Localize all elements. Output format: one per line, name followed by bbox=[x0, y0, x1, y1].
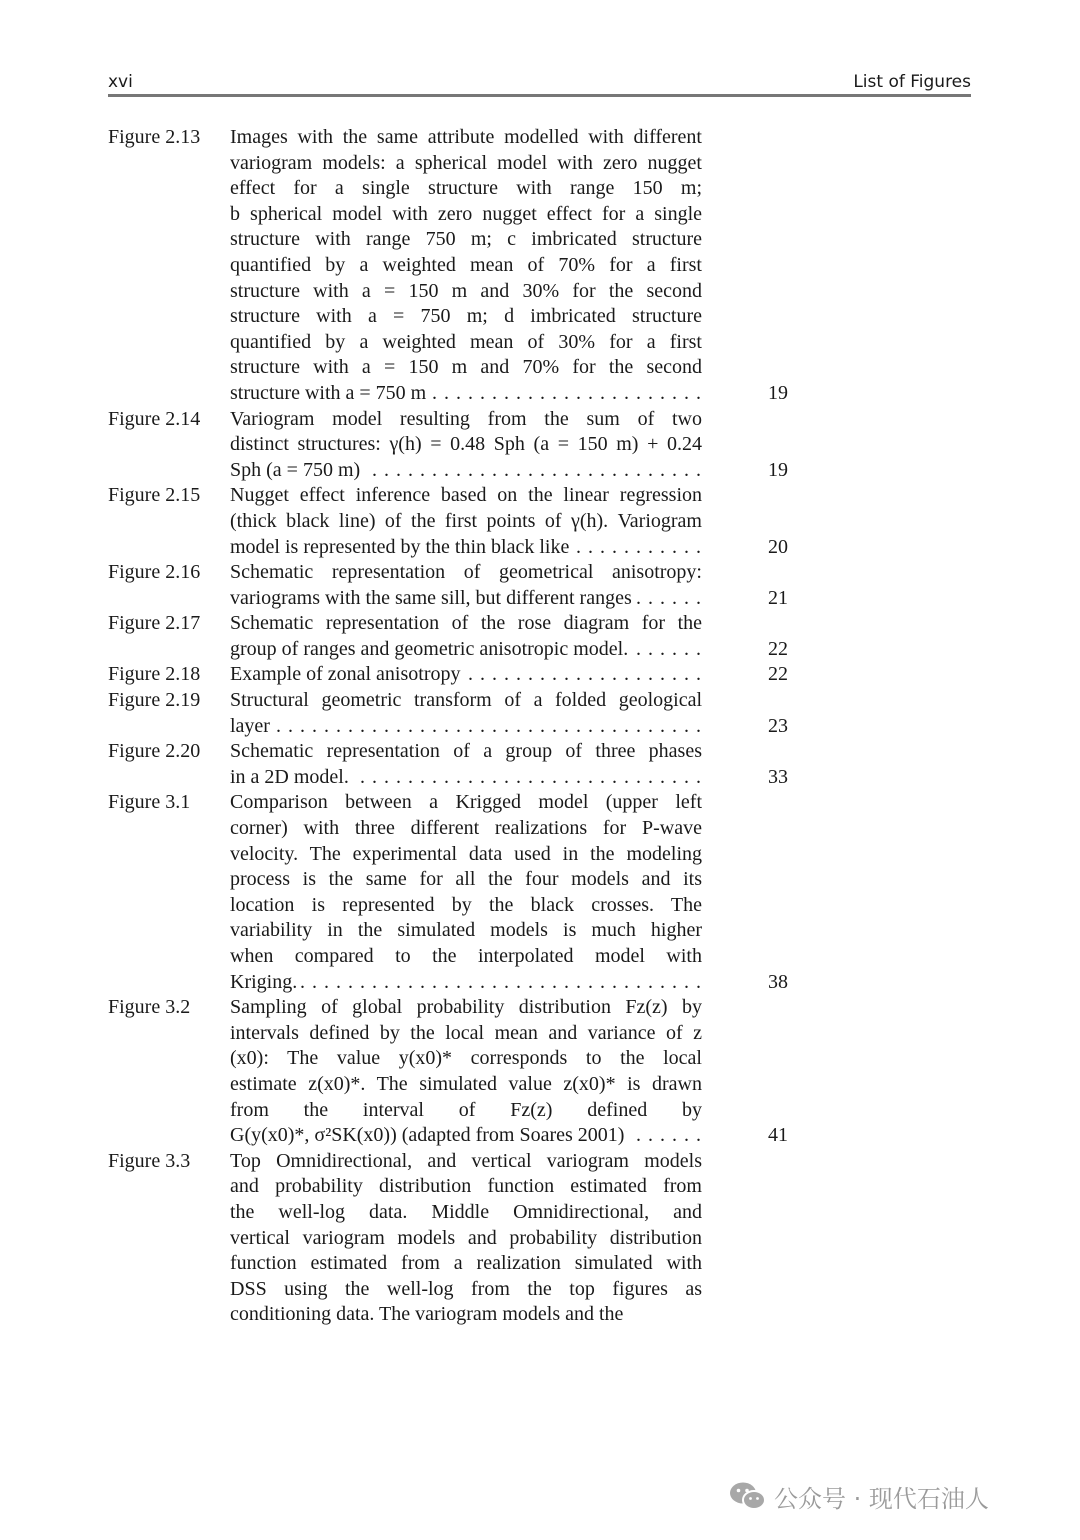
caption-line: Comparison between a Krigged model (upper left bbox=[230, 791, 702, 814]
caption-line: Sampling of global probability distribution Fz(z) by bbox=[230, 996, 702, 1019]
caption-line: variability in the simulated models is much higher bbox=[230, 919, 702, 942]
page-number: 19 bbox=[768, 458, 788, 481]
caption-line: function estimated from a realization simulated with bbox=[230, 1252, 702, 1275]
wechat-icon bbox=[728, 1480, 768, 1512]
caption-line: variogram models: a spherical model with zero nugget bbox=[230, 151, 702, 174]
figure-entry bbox=[108, 560, 788, 611]
figure-label: Figure 2.14 bbox=[108, 407, 201, 430]
caption-line: intervals defined by the local mean and variance of z bbox=[230, 1021, 702, 1044]
caption-line: structure with a = 750 m; d imbricated structure bbox=[230, 305, 702, 328]
caption-line: Variogram model resulting from the sum of two bbox=[230, 407, 702, 430]
caption-line: variograms with the same sill, but different ranges . . . bbox=[230, 586, 702, 612]
page-number: 41 bbox=[768, 1124, 788, 1147]
caption-line: G(y(x0)*, σ²SK(x0)) (adapted from Soares 2001) . . . bbox=[230, 1123, 702, 1149]
caption-line: (x0): The value y(x0)* corresponds to the local bbox=[230, 1047, 702, 1070]
caption-line: Schematic representation of the rose diagram for the bbox=[230, 612, 702, 635]
caption-line: structure with a = 150 m and 30% for the second bbox=[230, 279, 702, 302]
figure-label: Figure 2.15 bbox=[108, 484, 201, 507]
figure-caption bbox=[230, 662, 702, 688]
figure-entry bbox=[108, 995, 788, 1149]
caption-line: and probability distribution function estimated from bbox=[230, 1175, 702, 1198]
caption-line: vertical variogram models and probability distribution bbox=[230, 1226, 702, 1249]
figure-label: Figure 2.16 bbox=[108, 561, 201, 584]
caption-line: effect for a single structure with range 150 m; bbox=[230, 177, 702, 200]
figure-list bbox=[108, 125, 788, 1328]
watermark-text: 公众号 · 现代石油人 bbox=[774, 1485, 989, 1513]
header-rule bbox=[108, 94, 971, 97]
caption-line: corner) with three different realizations for P-wave bbox=[230, 817, 702, 840]
caption-line: Sph (a = 750 m) . . . bbox=[230, 458, 702, 484]
figure-label: Figure 3.1 bbox=[108, 791, 191, 814]
page-number: 20 bbox=[768, 535, 788, 558]
figure-label: Figure 2.18 bbox=[108, 663, 201, 686]
figure-label: Figure 2.13 bbox=[108, 126, 201, 148]
figure-caption bbox=[230, 995, 702, 1149]
page-number: 23 bbox=[768, 714, 788, 737]
caption-line: Schematic representation of a group of three phases bbox=[230, 740, 702, 763]
figure-caption bbox=[230, 407, 702, 484]
figure-entry bbox=[108, 483, 788, 560]
caption-line: distinct structures: γ(h) = 0.48 Sph (a = 150 m) + 0.24 bbox=[230, 433, 702, 456]
figure-label: Figure 3.3 bbox=[108, 1149, 191, 1172]
figure-caption bbox=[230, 688, 702, 739]
caption-line: structure with a = 150 m and 70% for the second bbox=[230, 356, 702, 379]
page-number: 38 bbox=[768, 970, 788, 993]
figure-entry bbox=[108, 1149, 788, 1328]
figure-entry bbox=[108, 739, 788, 790]
caption-line: layer . . . bbox=[230, 714, 702, 740]
caption-line: Structural geometric transform of a folded geological bbox=[230, 689, 702, 712]
figure-label: Figure 3.2 bbox=[108, 996, 191, 1019]
caption-line: group of ranges and geometric anisotropic model. . . . bbox=[230, 637, 702, 663]
figure-caption bbox=[230, 790, 702, 995]
figure-entry bbox=[108, 125, 788, 407]
caption-line: estimate z(x0)*. The simulated value z(x0)* is drawn bbox=[230, 1072, 702, 1095]
caption-line: the well-log data. Middle Omnidirectional, and bbox=[230, 1200, 702, 1223]
figure-label: Figure 2.20 bbox=[108, 740, 201, 763]
caption-line: process is the same for all the four models and its bbox=[230, 868, 702, 891]
page-number-roman: xvi bbox=[108, 72, 133, 92]
page-number: 22 bbox=[768, 637, 788, 660]
figure-entry bbox=[108, 407, 788, 484]
caption-line: Nugget effect inference based on the linear regression bbox=[230, 484, 702, 507]
caption-line: velocity. The experimental data used in the modeling bbox=[230, 842, 702, 865]
figure-caption bbox=[230, 739, 702, 790]
figure-caption bbox=[230, 1149, 702, 1328]
figure-entry bbox=[108, 790, 788, 995]
caption-line: structure with range 750 m; c imbricated structure bbox=[230, 228, 702, 251]
caption-line: conditioning data. The variogram models and the bbox=[230, 1303, 624, 1326]
page-number: 33 bbox=[768, 765, 788, 788]
figure-label: Figure 2.17 bbox=[108, 612, 201, 635]
figure-caption bbox=[230, 611, 702, 662]
figure-entry bbox=[108, 611, 788, 662]
running-title: List of Figures bbox=[853, 72, 971, 92]
caption-line: location is represented by the black crosses. The bbox=[230, 893, 702, 916]
caption-line: Images with the same attribute modelled with different bbox=[230, 126, 702, 148]
caption-line: Top Omnidirectional, and vertical variogram models bbox=[230, 1149, 702, 1172]
caption-line: Kriging. . . . bbox=[230, 970, 702, 996]
caption-line: Schematic representation of geometrical anisotropy: bbox=[230, 561, 702, 584]
running-header bbox=[108, 72, 971, 94]
caption-line: DSS using the well-log from the top figures as bbox=[230, 1277, 702, 1300]
page-number: 22 bbox=[768, 663, 788, 686]
page-number: 21 bbox=[768, 586, 788, 609]
figure-caption bbox=[230, 125, 702, 407]
caption-line: quantified by a weighted mean of 30% for a first bbox=[230, 330, 702, 353]
figure-caption bbox=[230, 560, 702, 611]
caption-line: b spherical model with zero nugget effect for a single bbox=[230, 202, 702, 225]
caption-line: when compared to the interpolated model with bbox=[230, 945, 702, 967]
caption-line: structure with a = 750 m . . . bbox=[230, 381, 702, 407]
caption-line: in a 2D model. . . . bbox=[230, 765, 702, 791]
figure-label: Figure 2.19 bbox=[108, 689, 201, 712]
figure-entry bbox=[108, 662, 788, 688]
caption-line: model is represented by the thin black like . . . bbox=[230, 535, 702, 561]
caption-line: Example of zonal anisotropy . . . bbox=[230, 662, 702, 688]
caption-line: quantified by a weighted mean of 70% for a first bbox=[230, 253, 702, 276]
figure-entry bbox=[108, 688, 788, 739]
caption-line: from the interval of Fz(z) defined by bbox=[230, 1098, 702, 1121]
figure-caption bbox=[230, 483, 702, 560]
caption-line: (thick black line) of the first points of γ(h). Variogram bbox=[230, 509, 702, 532]
page-number: 19 bbox=[768, 382, 788, 404]
